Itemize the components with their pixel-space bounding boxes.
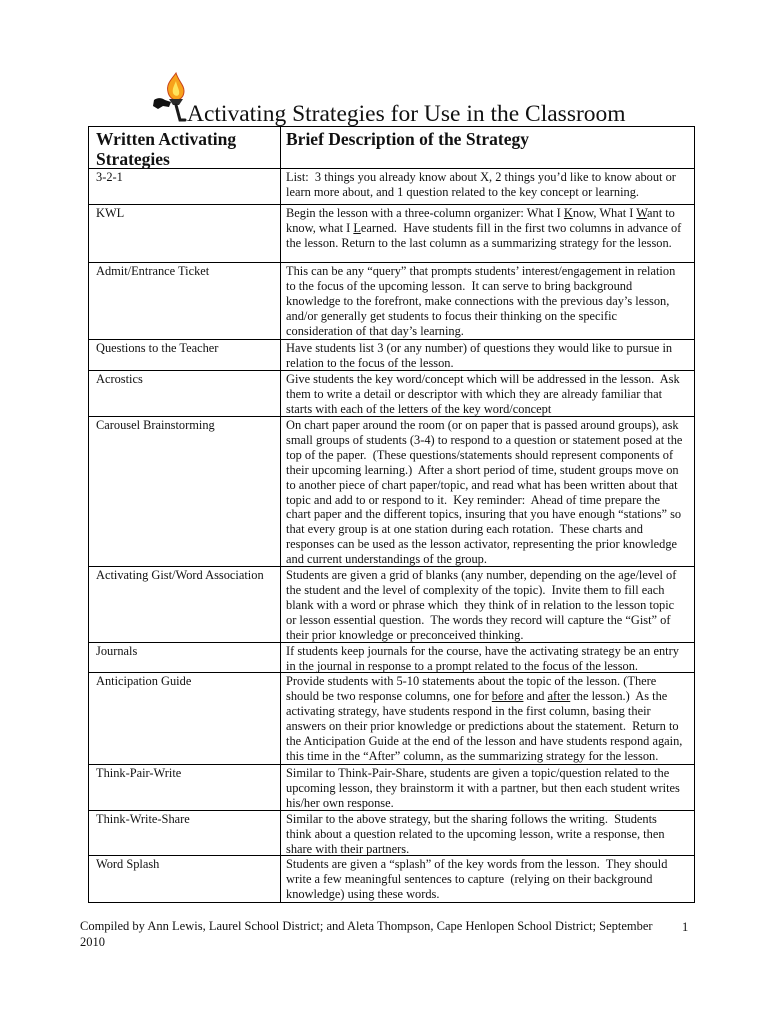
description-line: their upcoming learning.) After a short period of time, student groups move on	[286, 462, 679, 477]
description-line: List: 3 things you already know about X, 2 things you’d like to know about or	[286, 170, 676, 184]
description-line: This can be any “query” that prompts students’ interest/engagement in relation	[286, 264, 676, 278]
description-line: blank with a word or phrase which they think of in relation to the lesson topic	[286, 597, 675, 612]
table-row	[89, 416, 694, 566]
torch-hand	[153, 98, 171, 109]
strategy-name: Questions to the Teacher	[89, 340, 281, 370]
description-line: chart paper and the different topics, insuring that you have enough “stations” so	[286, 507, 682, 522]
strategy-name: Think-Pair-Write	[89, 765, 281, 810]
table-row	[89, 204, 694, 262]
strategy-description	[281, 205, 694, 262]
text-segment: Begin the lesson with a three-column organizer: What I	[286, 206, 564, 220]
table-row	[89, 642, 694, 672]
description-line: On chart paper around the room (or on paper that is passed around groups), ask	[286, 418, 679, 432]
strategy-description	[281, 263, 694, 339]
description-line: Provide students with 5-10 statements about the topic of the lesson. (There	[286, 674, 657, 688]
description-line	[286, 206, 692, 221]
description-line: Have students list 3 (or any number) of questions they would like to pursue in	[286, 341, 673, 355]
description-line: his/her own response.	[286, 795, 394, 810]
footer-credit-line: Compiled by Ann Lewis, Laurel School District; and Aleta Thompson, Cape Henlopen School District; September	[80, 919, 653, 933]
description-line: the student and the level of complexity of the topic). Invite them to fill each	[286, 582, 665, 597]
description-line: and current understandings of the group.	[286, 552, 487, 567]
table-row	[89, 566, 694, 642]
text-segment: ant to	[647, 206, 675, 220]
description-line: this time in the “After” column, as the summarizing strategy for the lesson.	[286, 748, 659, 763]
torch-handle	[176, 105, 185, 120]
strategy-description	[281, 169, 694, 204]
text-segment: earned. Have students fill in the first two columns in advance of	[360, 220, 682, 235]
strategy-name: Word Splash	[89, 856, 281, 902]
page-title: Activating Strategies for Use in the Classroom	[187, 101, 626, 127]
column-header-strategy: Written Activating Strategies	[89, 127, 281, 168]
underlined-text: before	[491, 688, 524, 703]
description-line: share with their partners.	[286, 841, 410, 856]
description-line: activating strategy, have students respond in the first column, basing their	[286, 703, 651, 718]
description-line: think about a question related to the upcoming lesson, write a response, then	[286, 826, 665, 841]
table-row	[89, 672, 694, 764]
underlined-text: after	[547, 688, 571, 703]
text-segment: the lesson.) As the	[570, 688, 668, 703]
strategies-table	[88, 126, 695, 903]
description-line: and/or generally get students to focus their thinking on the specific	[286, 308, 618, 323]
description-line: that every group is at one station during each rotation. These charts and	[286, 522, 643, 537]
description-line: Students are given a grid of blanks (any number, depending on the age/level of	[286, 568, 677, 582]
strategy-description	[281, 856, 694, 902]
underlined-text: L	[353, 220, 361, 235]
strategy-name: Acrostics	[89, 371, 281, 416]
description-line: upcoming lesson, they brainstorm it with a partner, but then each student writes	[286, 780, 680, 795]
description-line: Similar to the above strategy, but the sharing follows the writing. Students	[286, 812, 657, 826]
description-line: topic and add to or respond to it. Key reminder: Ahead of time prepare the	[286, 492, 661, 507]
table-row	[89, 339, 694, 370]
strategy-description	[281, 567, 694, 642]
text-segment: should be two response columns, one for	[286, 688, 492, 703]
description-line	[286, 221, 692, 236]
description-line: the Anticipation Guide at the end of the lesson and have students respond again,	[286, 733, 683, 748]
underlined-text: K	[563, 206, 573, 220]
description-line	[286, 689, 692, 704]
strategy-name: Activating Gist/Word Association	[89, 567, 281, 642]
strategy-description	[281, 371, 694, 416]
strategy-description	[281, 811, 694, 855]
column-header-description: Brief Description of the Strategy	[286, 129, 529, 149]
strategy-name: Admit/Entrance Ticket	[89, 263, 281, 339]
description-line: or lesson essential question. The words they record will capture the “Gist” of	[286, 612, 671, 627]
table-row	[89, 168, 694, 204]
description-line: Give students the key word/concept which will be addressed in the lesson. Ask	[286, 372, 680, 386]
table-row	[89, 810, 694, 855]
strategy-description	[281, 417, 694, 566]
table-body	[89, 168, 694, 902]
table-row	[89, 764, 694, 810]
strategy-description	[281, 340, 694, 370]
torch-icon	[149, 70, 187, 124]
strategy-description	[281, 673, 694, 764]
strategy-name: KWL	[89, 205, 281, 262]
description-line: top of the paper. (These questions/statements should represent components of	[286, 447, 674, 462]
strategy-name: Journals	[89, 643, 281, 672]
description-line: the lesson. Return to the last column as a summarizing strategy for the lesson.	[286, 235, 672, 250]
page-number: 1	[682, 920, 689, 934]
strategy-description	[281, 765, 694, 810]
description-line: responses can be used as the lesson activator, representing the prior knowledge	[286, 537, 678, 552]
description-line: to the focus of the upcoming lesson. It can serve to bring background	[286, 278, 633, 293]
footer-credit-line: 2010	[80, 935, 105, 949]
description-line: starts with each of the letters of the key word/concept	[286, 401, 552, 416]
description-line: knowledge) using these words.	[286, 886, 440, 901]
table-row	[89, 262, 694, 339]
description-line: knowledge to the forefront, make connections with the previous day’s lesson,	[286, 293, 670, 308]
description-line: consideration of that day’s learning.	[286, 323, 464, 338]
strategy-name: 3-2-1	[89, 169, 281, 204]
description-line: If students keep journals for the course, have the activating strategy be an entry	[286, 644, 679, 658]
description-line: write a few meaningful sentences to capture (relying on their background	[286, 871, 653, 886]
description-line: answers on their prior knowledge or predictions about the statement. Return to	[286, 718, 679, 733]
description-line: their prior knowledge or preconceived thinking.	[286, 627, 524, 642]
strategy-description	[281, 643, 694, 672]
table-header-row	[89, 127, 694, 168]
description-line: Similar to Think-Pair-Share, students are given a topic/question related to the	[286, 766, 670, 780]
underlined-text: W	[636, 206, 647, 220]
text-segment: now, What I	[572, 206, 637, 220]
table-row	[89, 855, 694, 902]
description-line: to another piece of chart paper/topic, and read what has been written about that	[286, 477, 678, 492]
description-line: them to write a detail or descriptor with which they are already familiar that	[286, 386, 663, 401]
strategy-name: Anticipation Guide	[89, 673, 281, 764]
description-line: in the journal in response to a prompt related to the focus of the lesson.	[286, 658, 639, 673]
strategy-name: Carousel Brainstorming	[89, 417, 281, 566]
text-segment: know, what I	[286, 220, 354, 235]
text-segment: and	[523, 688, 548, 703]
strategy-name: Think-Write-Share	[89, 811, 281, 855]
table-row	[89, 370, 694, 416]
description-line: relation to the focus of the lesson.	[286, 355, 454, 370]
description-line: Students are given a “splash” of the key words from the lesson. They should	[286, 857, 668, 871]
description-line: learn more about, and 1 question related to the key concept or learning.	[286, 184, 640, 199]
footer-credit	[80, 918, 653, 950]
description-line: small groups of students (3-4) to respond to a question or statement posed at the	[286, 432, 683, 447]
